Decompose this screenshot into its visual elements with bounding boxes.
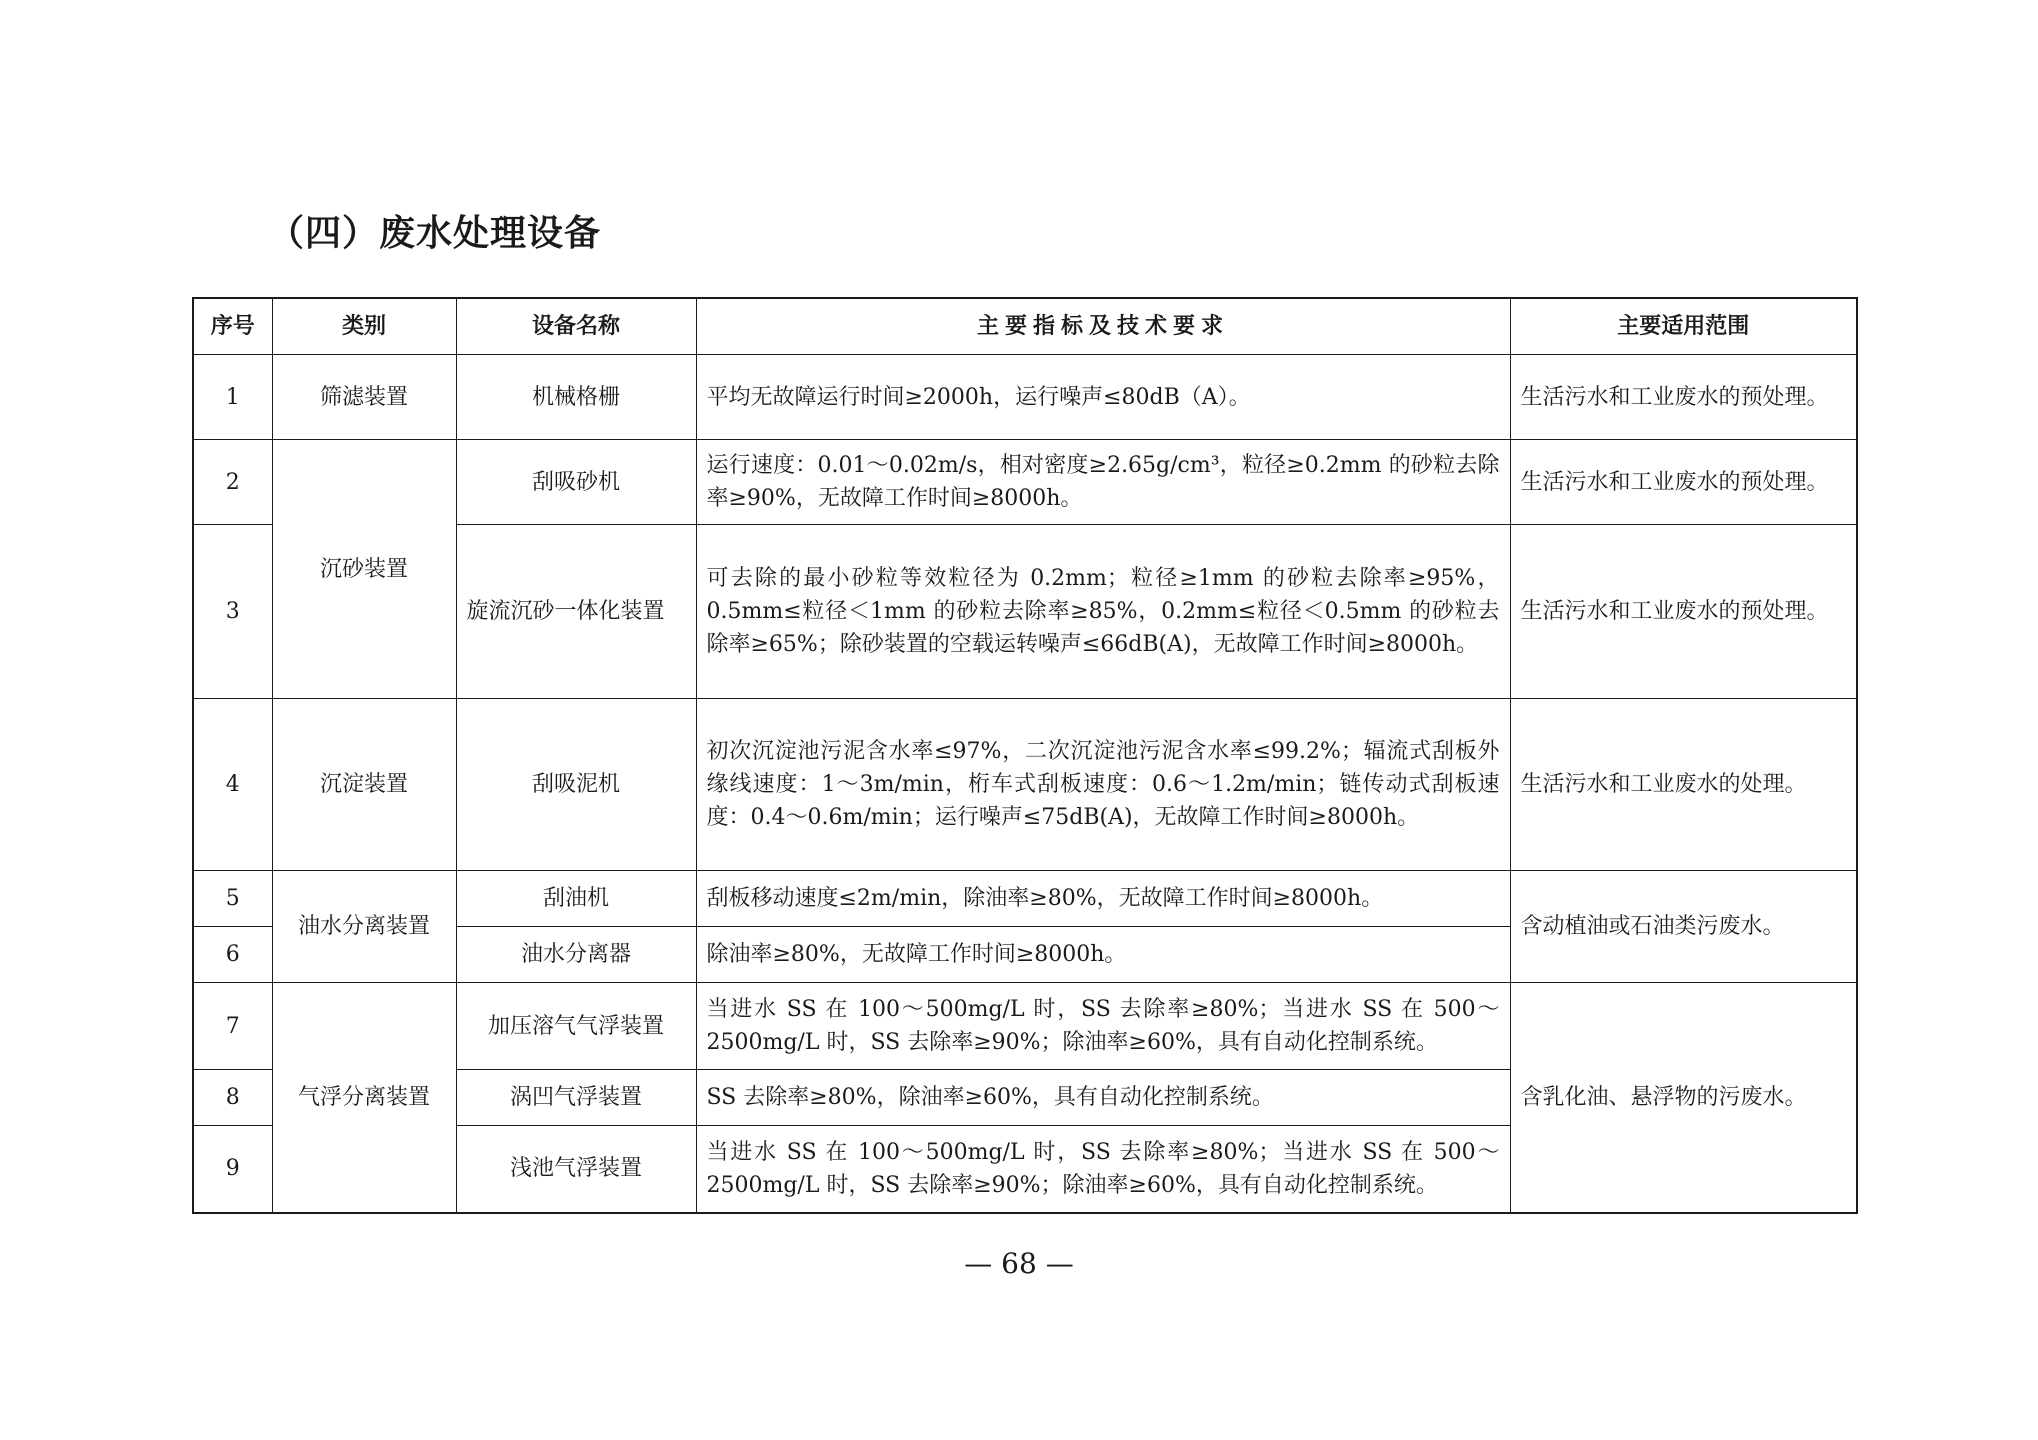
page-number: — 68 — (964, 1247, 1074, 1280)
cell-scope: 含动植油或石油类污废水。 (1510, 871, 1857, 983)
header-scope: 主要适用范围 (1510, 298, 1857, 355)
cell-spec: 除油率≥80%，无故障工作时间≥8000h。 (696, 927, 1510, 983)
cell-device: 旋流沉砂一体化装置 (456, 525, 696, 699)
cell-device: 刮吸砂机 (456, 440, 696, 525)
cell-device: 加压溶气气浮装置 (456, 983, 696, 1070)
cell-seq: 2 (193, 440, 272, 525)
cell-category: 筛滤装置 (272, 355, 456, 440)
cell-seq: 1 (193, 355, 272, 440)
table-header-row (193, 298, 1857, 355)
cell-device: 刮油机 (456, 871, 696, 927)
cell-seq: 8 (193, 1070, 272, 1126)
header-device: 设备名称 (456, 298, 696, 355)
cell-spec: SS 去除率≥80%，除油率≥60%，具有自动化控制系统。 (696, 1070, 1510, 1126)
cell-device: 浅池气浮装置 (456, 1126, 696, 1213)
cell-spec: 运行速度：0.01～0.02m/s，相对密度≥2.65g/cm³，粒径≥0.2mm 的砂粒去除率≥90%，无故障工作时间≥8000h。 (696, 440, 1510, 525)
cell-spec: 当进水 SS 在 100～500mg/L 时，SS 去除率≥80%；当进水 SS 在 500～2500mg/L 时，SS 去除率≥90%；除油率≥60%，具有自动化控制系统。 (696, 1126, 1510, 1213)
cell-scope: 含乳化油、悬浮物的污废水。 (1510, 983, 1857, 1213)
cell-seq: 6 (193, 927, 272, 983)
cell-scope: 生活污水和工业废水的预处理。 (1510, 525, 1857, 699)
cell-seq: 3 (193, 525, 272, 699)
table-row (193, 871, 1857, 927)
header-seq: 序号 (193, 298, 272, 355)
header-spec: 主要指标及技术要求 (696, 298, 1510, 355)
header-category: 类别 (272, 298, 456, 355)
table-row (193, 983, 1857, 1070)
cell-category: 沉砂装置 (272, 440, 456, 699)
cell-seq: 7 (193, 983, 272, 1070)
cell-seq: 5 (193, 871, 272, 927)
cell-spec: 可去除的最小砂粒等效粒径为 0.2mm；粒径≥1mm 的砂粒去除率≥95%，0.5mm≤粒径＜1mm 的砂粒去除率≥85%，0.2mm≤粒径＜0.5mm 的砂粒去除率≥65%；除砂装置的空载运转噪声≤66dB(A)，无故障工作时间≥8000h。 (696, 525, 1510, 699)
cell-device: 涡凹气浮装置 (456, 1070, 696, 1126)
cell-spec: 平均无故障运行时间≥2000h，运行噪声≤80dB（A）。 (696, 355, 1510, 440)
cell-scope: 生活污水和工业废水的预处理。 (1510, 440, 1857, 525)
equipment-spec-table (192, 297, 1858, 1214)
section-title: （四）废水处理设备 (268, 213, 602, 254)
cell-spec: 初次沉淀池污泥含水率≤97%，二次沉淀池污泥含水率≤99.2%；辐流式刮板外缘线速度：1～3m/min，桁车式刮板速度：0.6～1.2m/min；链传动式刮板速度：0.4～0.6m/min；运行噪声≤75dB(A)，无故障工作时间≥8000h。 (696, 699, 1510, 871)
cell-category: 气浮分离装置 (272, 983, 456, 1213)
cell-category: 油水分离装置 (272, 871, 456, 983)
table-row (193, 699, 1857, 871)
cell-seq: 9 (193, 1126, 272, 1213)
cell-seq: 4 (193, 699, 272, 871)
cell-device: 机械格栅 (456, 355, 696, 440)
cell-spec: 刮板移动速度≤2m/min，除油率≥80%，无故障工作时间≥8000h。 (696, 871, 1510, 927)
cell-scope: 生活污水和工业废水的预处理。 (1510, 355, 1857, 440)
cell-device: 油水分离器 (456, 927, 696, 983)
cell-scope: 生活污水和工业废水的处理。 (1510, 699, 1857, 871)
cell-device: 刮吸泥机 (456, 699, 696, 871)
table-row (193, 440, 1857, 525)
cell-spec: 当进水 SS 在 100～500mg/L 时，SS 去除率≥80%；当进水 SS 在 500～2500mg/L 时，SS 去除率≥90%；除油率≥60%，具有自动化控制系统。 (696, 983, 1510, 1070)
table-row (193, 355, 1857, 440)
cell-category: 沉淀装置 (272, 699, 456, 871)
